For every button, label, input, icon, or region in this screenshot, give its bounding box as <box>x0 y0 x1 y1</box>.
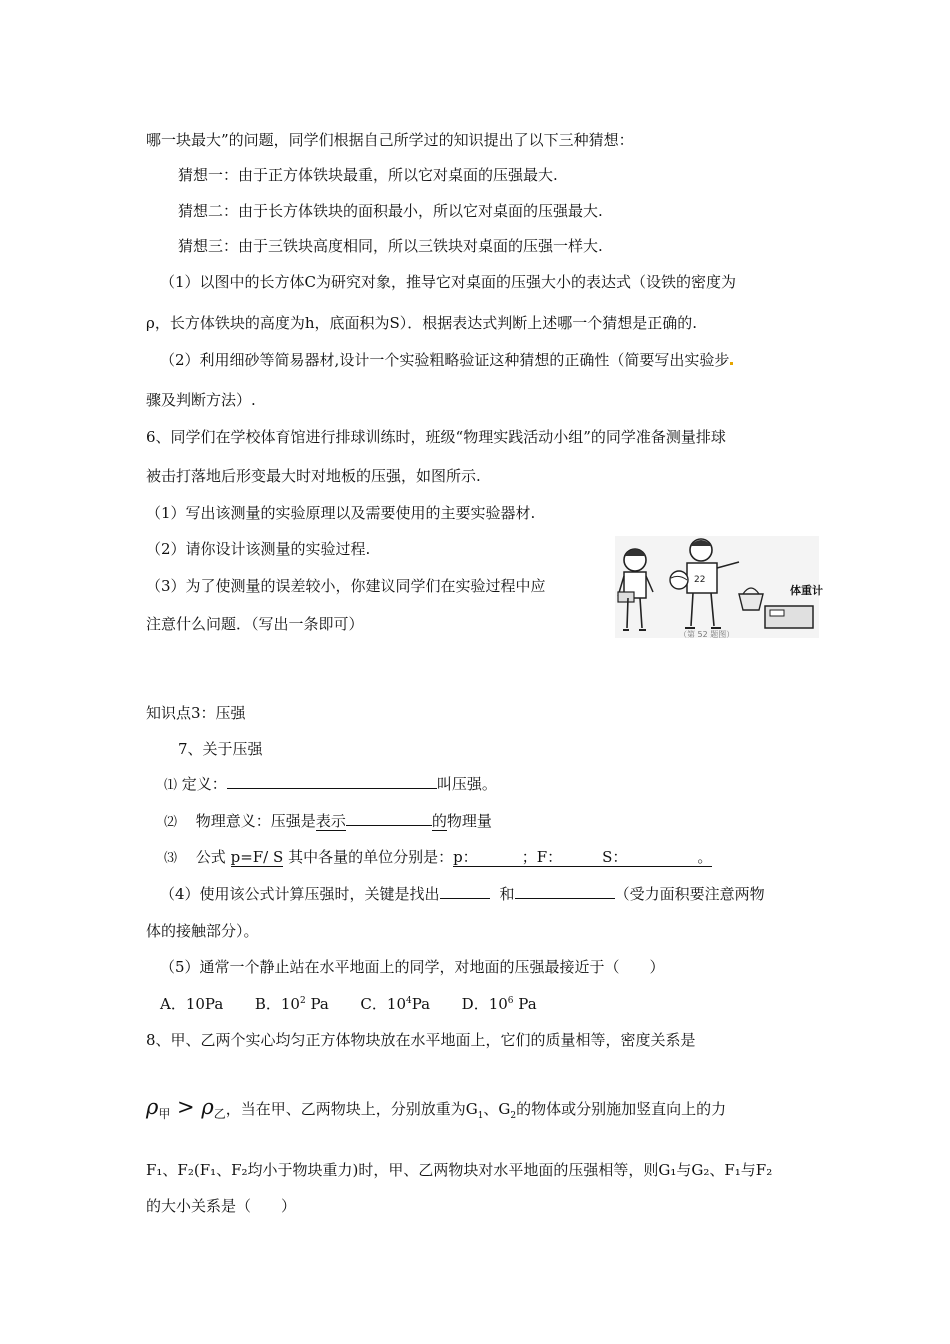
q7-meaning-num: ⑵ <box>164 815 178 830</box>
q5-part2-a-text: （2）利用细砂等简易器材,设计一个实验粗略验证这种猜想的正确性（简要写出实验步 <box>160 351 730 369</box>
q7-meaning-de: 的 <box>431 812 447 830</box>
option-b-exp: 2 <box>299 996 306 1006</box>
q7-formula-num: ⑶ <box>164 851 178 866</box>
q7-formula-units-label: 其中各量的单位分别是： <box>288 848 454 866</box>
q6-part1: （1）写出该测量的实验原理以及需要使用的主要实验器材. <box>146 504 536 522</box>
q8-stem-b-text: ，当在甲、乙两物块上，分别放重为G <box>225 1100 478 1118</box>
q5-part1-b-text: ρ，长方体铁块的高度为h，底面积为S）．根据表达式判断上述哪一个猜想是正确的. <box>146 314 698 332</box>
q7-formula-label: 公式 <box>195 848 226 866</box>
q8-stem-c-text: 、G <box>483 1100 511 1118</box>
meaning-blank[interactable] <box>346 810 432 826</box>
g2-sub: 2 <box>510 1111 517 1121</box>
intro-line: 哪一块最大”的问题，同学们根据自己所学过的知识提出了以下三种猜想： <box>146 131 634 149</box>
guess-3: 猜想三：由于三铁块高度相同，所以三铁块对桌面的压强一样大. <box>178 237 603 255</box>
q6-stem-a: 6、同学们在学校体育馆进行排球训练时，班级“物理实践活动小组”的同学准备测量排球 <box>146 428 726 446</box>
q7-formula-end: 。 <box>697 848 713 866</box>
option-a[interactable]: A．10Pa <box>160 995 224 1013</box>
option-c-unit: Pa <box>411 995 431 1013</box>
q7-options <box>160 994 537 1014</box>
option-b[interactable] <box>255 995 329 1013</box>
q5-part1-a: （1）以图中的长方体C为研究对象，推导它对桌面的压强大小的表达式（设铁的密度为 <box>160 273 737 291</box>
q6-part2: （2）请你设计该测量的实验过程. <box>146 540 371 558</box>
guess-2: 猜想二：由于长方体铁块的面积最小，所以它对桌面的压强最大. <box>178 202 603 220</box>
q6-part3-a: （3）为了使测量的误差较小，你建议同学们在实验过程中应 <box>146 577 546 595</box>
q8-stem-d-text: 的物体或分别施加竖直向上的力 <box>516 1100 727 1118</box>
option-b-unit: Pa <box>305 995 329 1013</box>
key-blank-1[interactable] <box>440 883 490 899</box>
option-d-exp: 6 <box>507 996 514 1006</box>
q7-formula-expression: p=F/ S <box>230 848 284 866</box>
q8-stem-a: 8、甲、乙两个实心均匀正方体物块放在水平地面上，它们的质量相等，密度关系是 <box>146 1031 696 1049</box>
svg-text:（第 52 题图）: （第 52 题图） <box>679 630 735 638</box>
greater-than: > <box>170 1095 202 1119</box>
q8-line-c: F₁、F₂(F₁、F₂均小于物块重力)时，甲、乙两物块对水平地面的压强相等，则G₁与G₂、F₁与F₂ <box>146 1161 773 1179</box>
option-d-unit: Pa <box>513 995 537 1013</box>
q7-unit-s-label: S： <box>602 848 628 866</box>
q8-stem-b <box>146 1094 726 1122</box>
option-d-base: D．10 <box>461 995 508 1013</box>
q7-definition <box>164 773 497 796</box>
q7-def-num: ⑴ <box>164 778 178 793</box>
rho-jia: ρ <box>146 1095 159 1119</box>
q7-meaning-underlined: 表示 <box>315 812 346 830</box>
rho-jia-sub: 甲 <box>158 1107 171 1121</box>
section-title: 知识点3：压强 <box>146 704 246 722</box>
q7-p4-note: （受力面积要注意两物 <box>614 885 765 903</box>
svg-text:22: 22 <box>694 575 706 585</box>
rho-yi-sub: 乙 <box>213 1107 226 1121</box>
q7-p4-lead: （4）使用该公式计算压强时，关键是找出 <box>160 885 440 903</box>
students-volleyball-figure <box>615 536 819 638</box>
q7-unit-p-label: p： <box>453 848 478 866</box>
definition-blank[interactable] <box>227 773 437 789</box>
q7-p4-and: 和 <box>499 885 515 903</box>
g1-sub: 1 <box>477 1111 484 1121</box>
q6-part3-b: 注意什么问题．（写出一条即可） <box>146 615 364 633</box>
option-c-exp: 4 <box>406 996 412 1006</box>
q7-meaning-tail: 物理量 <box>446 812 492 830</box>
q7-def-tail: 叫压强。 <box>436 775 497 793</box>
q7-meaning-label: 物理意义：压强是 <box>195 812 316 830</box>
q7-unit-p <box>453 848 712 867</box>
q5-part1-b <box>146 313 697 333</box>
guess-1: 猜想一：由于正方体铁块最重，所以它对桌面的压强最大. <box>178 166 558 184</box>
q5-part2-a <box>160 350 733 370</box>
rho-yi: ρ <box>201 1095 214 1119</box>
q7-part5: （5）通常一个静止站在水平地面上的同学，对地面的压强最接近于（ ） <box>160 958 665 976</box>
q7-part4-b: 体的接触部分）。 <box>146 922 259 940</box>
q7-meaning <box>164 810 492 833</box>
q5-part2-b: 骤及判断方法）. <box>146 391 256 409</box>
key-blank-2[interactable] <box>515 883 615 899</box>
q7-unit-f-label: ；F： <box>521 848 563 866</box>
option-b-base: B．10 <box>254 995 300 1013</box>
option-d[interactable] <box>462 995 537 1013</box>
option-c-base: C．10 <box>360 995 406 1013</box>
q8-line-d: 的大小关系是（ ） <box>146 1197 297 1215</box>
q7-formula <box>164 847 712 869</box>
q7-title: 7、关于压强 <box>178 740 263 758</box>
scale-label: 体重计 <box>790 584 823 597</box>
option-c[interactable] <box>360 995 430 1013</box>
q7-def-label: 定义： <box>181 775 227 793</box>
q6-stem-b: 被击打落地后形变最大时对地板的压强，如图所示. <box>146 467 481 485</box>
highlight-dot <box>730 362 733 365</box>
q7-part4-a <box>160 883 765 904</box>
